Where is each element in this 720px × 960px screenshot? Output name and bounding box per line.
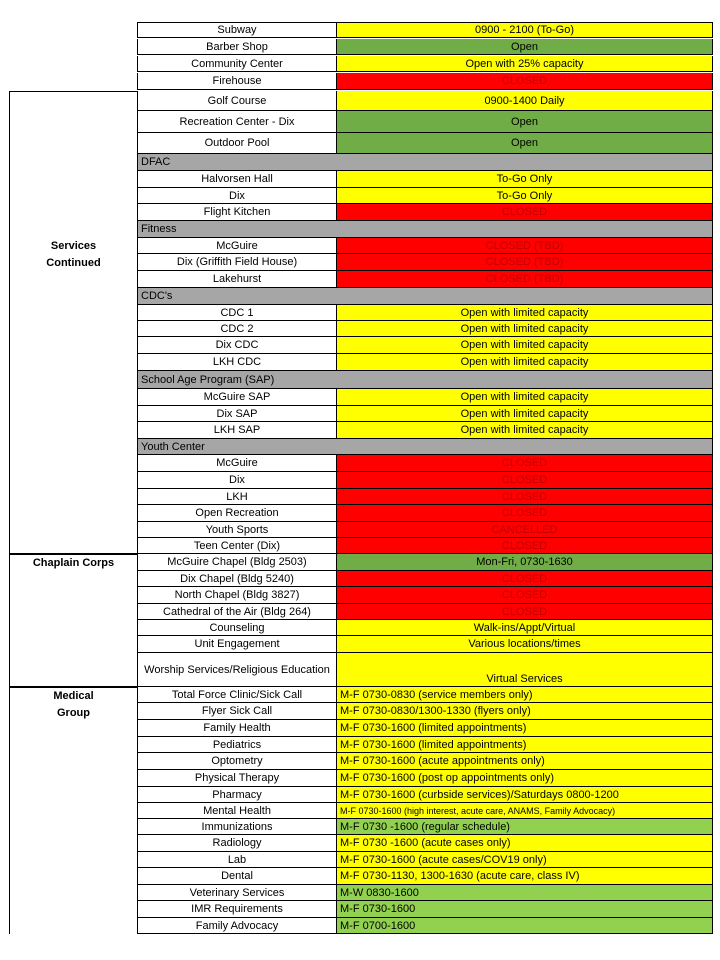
table-row — [137, 636, 713, 653]
status-cell: Open with limited capacity — [337, 422, 713, 438]
status-cell: M-F 0730-1600 (acute cases/COV19 only) — [337, 852, 713, 867]
status-cell: CLOSED — [337, 455, 713, 471]
table-row — [137, 885, 713, 901]
facility-name: Immunizations — [137, 819, 337, 834]
status-cell: M-F 0700-1600 — [337, 918, 713, 933]
facility-name: Dix Chapel (Bldg 5240) — [137, 571, 337, 586]
table-row — [137, 254, 713, 271]
facility-name: Unit Engagement — [137, 636, 337, 652]
category-header-cdc-s — [137, 288, 713, 305]
status-cell: CLOSED — [337, 472, 713, 488]
section-title-line1: Services — [50, 240, 97, 252]
category-header-label: School Age Program (SAP) — [137, 371, 713, 388]
table-row — [137, 505, 713, 522]
facility-name: Golf Course — [137, 91, 337, 110]
facility-name: LKH CDC — [137, 354, 337, 370]
facility-name: Recreation Center - Dix — [137, 111, 337, 132]
table-row — [137, 819, 713, 835]
facility-name: McGuire — [137, 455, 337, 471]
status-cell: Open with limited capacity — [337, 305, 713, 320]
table-row — [137, 406, 713, 422]
status-cell: M-F 0730-1600 (acute appointments only) — [337, 753, 713, 769]
table-row — [137, 171, 713, 188]
table-row — [137, 422, 713, 439]
status-cell: CLOSED — [337, 73, 713, 89]
table-row — [137, 389, 713, 406]
facility-name: Lab — [137, 852, 337, 867]
facility-name: Physical Therapy — [137, 770, 337, 786]
facility-name: Dix (Griffith Field House) — [137, 254, 337, 270]
facility-name: Total Force Clinic/Sick Call — [137, 687, 337, 702]
table-row — [137, 305, 713, 321]
section-title-line2: Continued — [46, 257, 101, 269]
facility-name: LKH — [137, 489, 337, 504]
facility-name: Flight Kitchen — [137, 204, 337, 220]
status-cell: CLOSED (TBD) — [337, 238, 713, 253]
table-row — [137, 687, 713, 703]
table-row — [137, 271, 713, 288]
facility-name: Worship Services/Religious Education — [137, 653, 337, 686]
status-cell: Open — [337, 111, 713, 132]
status-cell: Open — [337, 133, 713, 153]
status-cell: Open with limited capacity — [337, 321, 713, 336]
status-cell: CLOSED — [337, 505, 713, 521]
table-row — [137, 22, 713, 38]
table-row — [137, 587, 713, 604]
status-cell: CANCELLED — [337, 522, 713, 537]
table-row — [137, 56, 713, 72]
table-row — [137, 852, 713, 868]
category-header-label: CDC's — [137, 288, 713, 304]
facility-name: Dix SAP — [137, 406, 337, 421]
table-row — [137, 91, 713, 111]
table-row — [137, 868, 713, 885]
section-chaplain-corps — [9, 554, 137, 687]
table-row — [137, 354, 713, 371]
table-row — [137, 653, 713, 687]
facility-name: Community Center — [137, 56, 337, 71]
status-cell: CLOSED — [337, 587, 713, 603]
facility-name: Family Advocacy — [137, 918, 337, 933]
facility-name: Dix CDC — [137, 337, 337, 353]
category-header-dfac — [137, 154, 713, 171]
facility-name: Mental Health — [137, 803, 337, 818]
status-cell: Various locations/times — [337, 636, 713, 652]
table-row — [137, 489, 713, 505]
category-header-youth-center — [137, 439, 713, 455]
status-cell: CLOSED (TBD) — [337, 271, 713, 287]
table-row — [137, 571, 713, 587]
facility-name: Pediatrics — [137, 737, 337, 752]
facility-name: Flyer Sick Call — [137, 703, 337, 719]
table-row — [137, 111, 713, 133]
facility-name: Subway — [137, 23, 337, 37]
table-row — [137, 787, 713, 803]
status-cell: M-F 0730 -1600 (regular schedule) — [337, 819, 713, 834]
table-row — [137, 554, 713, 571]
table-row — [137, 918, 713, 934]
category-header-fitness — [137, 221, 713, 238]
facility-name: Outdoor Pool — [137, 133, 337, 153]
facility-name: Family Health — [137, 720, 337, 736]
table-row — [137, 337, 713, 354]
table-row — [137, 835, 713, 852]
facility-name: Teen Center (Dix) — [137, 538, 337, 553]
status-cell: CLOSED — [337, 538, 713, 553]
status-cell: CLOSED — [337, 571, 713, 586]
facility-name: Lakehurst — [137, 271, 337, 287]
status-cell: Open with limited capacity — [337, 406, 713, 421]
table-row — [137, 770, 713, 787]
table-row — [137, 204, 713, 221]
facility-name: CDC 1 — [137, 305, 337, 320]
table-row — [137, 472, 713, 489]
facility-name: Cathedral of the Air (Bldg 264) — [137, 604, 337, 619]
facility-name: Counseling — [137, 620, 337, 635]
category-header-label: Fitness — [137, 221, 713, 237]
facility-name: McGuire Chapel (Bldg 2503) — [137, 554, 337, 570]
table-row — [137, 133, 713, 154]
status-cell: M-F 0730-1600 (curbside services)/Saturdays 0800-1200 — [337, 787, 713, 802]
table-row — [137, 720, 713, 737]
status-cell: CLOSED — [337, 204, 713, 220]
table-row — [137, 803, 713, 819]
facility-name: Youth Sports — [137, 522, 337, 537]
table-row — [137, 455, 713, 472]
table-row — [137, 901, 713, 918]
table-row — [137, 238, 713, 254]
status-cell: Open with limited capacity — [337, 354, 713, 370]
status-cell: 0900 - 2100 (To-Go) — [337, 23, 713, 37]
facility-name: Pharmacy — [137, 787, 337, 802]
section-title-line1: Medical — [53, 690, 94, 702]
status-cell: Walk-ins/Appt/Virtual — [337, 620, 713, 635]
facility-name: Optometry — [137, 753, 337, 769]
facility-name: McGuire — [137, 238, 337, 253]
table-row — [137, 538, 713, 554]
status-cell: 0900-1400 Daily — [337, 91, 713, 110]
status-cell: M-F 0730-0830/1300-1330 (flyers only) — [337, 703, 713, 719]
category-header-label: DFAC — [137, 154, 713, 170]
table-row — [137, 321, 713, 337]
status-cell: M-F 0730 -1600 (acute cases only) — [337, 835, 713, 851]
status-cell: CLOSED (TBD) — [337, 254, 713, 270]
status-cell: Mon-Fri, 0730-1630 — [337, 554, 713, 570]
facility-name: Open Recreation — [137, 505, 337, 521]
status-cell: Open with limited capacity — [337, 389, 713, 405]
category-header-label: Youth Center — [137, 439, 713, 454]
status-cell: M-F 0730-1600 (high interest, acute care, ANAMS, Family Advocacy) — [337, 803, 713, 818]
status-cell: CLOSED — [337, 489, 713, 504]
status-cell: M-F 0730-1130, 1300-1630 (acute care, class IV) — [337, 868, 713, 884]
status-cell: Virtual Services — [337, 653, 713, 686]
status-cell: M-F 0730-1600 (post op appointments only) — [337, 770, 713, 786]
category-header-school-age-program-sap — [137, 371, 713, 389]
facility-name: Dix — [137, 472, 337, 488]
status-cell: M-F 0730-1600 — [337, 901, 713, 917]
status-cell: Open — [337, 39, 713, 54]
status-cell: To-Go Only — [337, 188, 713, 203]
status-cell: Open with 25% capacity — [337, 56, 713, 71]
facility-name: Barber Shop — [137, 39, 337, 54]
table-row — [137, 620, 713, 636]
facility-name: IMR Requirements — [137, 901, 337, 917]
table-row — [137, 522, 713, 538]
facility-name: North Chapel (Bldg 3827) — [137, 587, 337, 603]
status-cell: Open with limited capacity — [337, 337, 713, 353]
section-title-line1: Chaplain Corps — [32, 557, 115, 569]
status-cell: M-F 0730-1600 (limited appointments) — [337, 737, 713, 752]
facility-name: Dix — [137, 188, 337, 203]
table-row — [137, 737, 713, 753]
facility-name: LKH SAP — [137, 422, 337, 438]
table-row — [137, 703, 713, 720]
table-row — [137, 39, 713, 55]
facility-name: Dental — [137, 868, 337, 884]
table-row — [137, 73, 713, 90]
facility-name: CDC 2 — [137, 321, 337, 336]
table-row — [137, 753, 713, 770]
section-services-continued — [9, 91, 137, 554]
facility-name: Firehouse — [137, 73, 337, 89]
table-row — [137, 188, 713, 204]
section-medical-group — [9, 687, 137, 934]
status-cell: M-W 0830-1600 — [337, 885, 713, 900]
section-title-line2: Group — [57, 707, 90, 719]
facility-name: Veterinary Services — [137, 885, 337, 900]
status-cell: To-Go Only — [337, 171, 713, 187]
table-row — [137, 604, 713, 620]
status-cell: M-F 0730-1600 (limited appointments) — [337, 720, 713, 736]
facility-name: McGuire SAP — [137, 389, 337, 405]
status-cell: CLOSED — [337, 604, 713, 619]
status-cell: M-F 0730-0830 (service members only) — [337, 687, 713, 702]
facility-name: Halvorsen Hall — [137, 171, 337, 187]
facility-name: Radiology — [137, 835, 337, 851]
